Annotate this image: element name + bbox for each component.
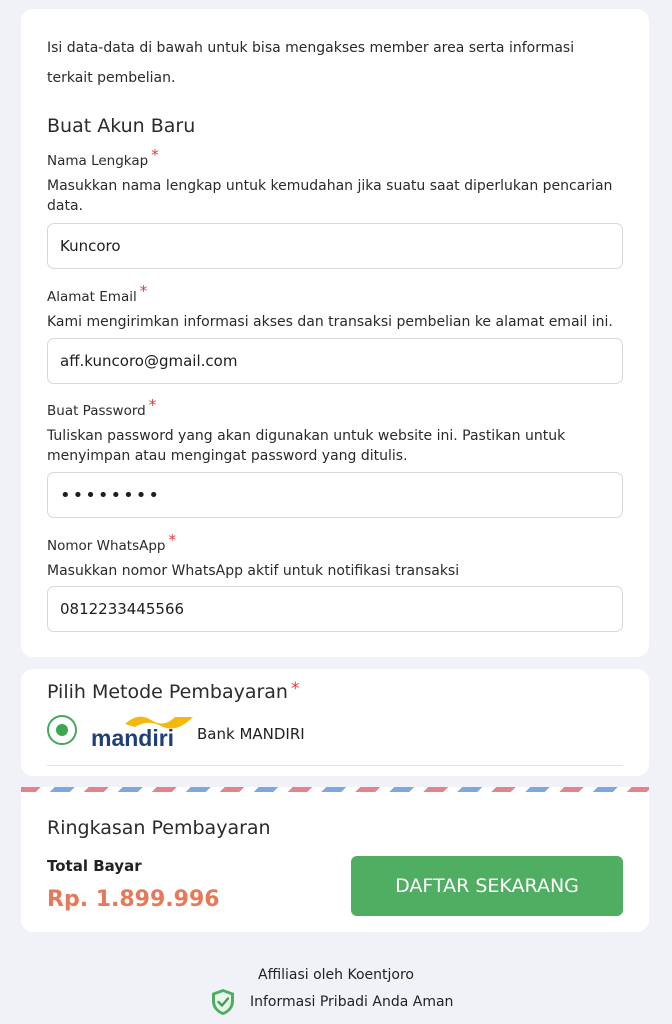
label-email	[47, 282, 148, 305]
secure-info	[210, 988, 453, 1016]
label-email-text: Alamat Email	[47, 289, 137, 305]
required-mark: *	[168, 531, 176, 549]
label-full-name	[47, 146, 159, 169]
affiliate-text: Affiliasi oleh Koentjoro	[258, 967, 414, 983]
required-mark: *	[148, 396, 157, 414]
whatsapp-input[interactable]	[47, 586, 623, 632]
help-email: Kami mengirimkan informasi akses dan transaksi pembelian ke alamat email ini.	[47, 314, 613, 330]
summary-title: Ringkasan Pembayaran	[47, 817, 271, 839]
payment-method-title	[47, 681, 299, 703]
bank-name-mandiri: Bank MANDIRI	[197, 725, 305, 743]
required-mark: *	[151, 146, 159, 164]
help-whatsapp: Masukkan nomor WhatsApp aktif untuk notifikasi transaksi	[47, 563, 460, 579]
email-input[interactable]	[47, 338, 623, 384]
payment-method-card	[21, 669, 649, 776]
password-input[interactable]	[47, 472, 623, 518]
payment-radio-mandiri[interactable]	[47, 715, 77, 745]
label-whatsapp-text: Nomor WhatsApp	[47, 538, 166, 554]
airmail-border	[21, 787, 649, 792]
register-now-button[interactable]: DAFTAR SEKARANG	[351, 856, 623, 916]
help-full-name: Masukkan nama lengkap untuk kemudahan jika suatu saat diperlukan pencarian data.	[47, 178, 613, 214]
section-title-new-account: Buat Akun Baru	[47, 115, 196, 137]
label-password	[47, 396, 157, 419]
full-name-input[interactable]	[47, 223, 623, 269]
label-whatsapp	[47, 531, 176, 554]
payment-method-title-text: Pilih Metode Pembayaran	[47, 681, 288, 703]
total-value: Rp. 1.899.996	[47, 887, 220, 912]
mandiri-logo-text: mandiri	[91, 725, 175, 749]
required-mark: *	[290, 679, 300, 699]
help-password: Tuliskan password yang akan digunakan untuk website ini. Pastikan untuk menyimpan atau mengingat password yang ditulis.	[47, 428, 566, 464]
mandiri-logo	[91, 713, 197, 749]
label-full-name-text: Nama Lengkap	[47, 153, 149, 169]
required-mark: *	[139, 282, 148, 300]
payment-divider	[47, 765, 623, 766]
label-password-text: Buat Password	[47, 403, 146, 419]
account-form-card	[21, 9, 649, 657]
shield-check-icon	[210, 988, 236, 1016]
payment-summary-card	[21, 787, 649, 932]
form-intro-text: Isi data-data di bawah untuk bisa mengakses member area serta informasi terkait pembelian.	[47, 40, 575, 86]
total-label: Total Bayar	[47, 857, 142, 875]
secure-info-text: Informasi Pribadi Anda Aman	[250, 994, 454, 1010]
